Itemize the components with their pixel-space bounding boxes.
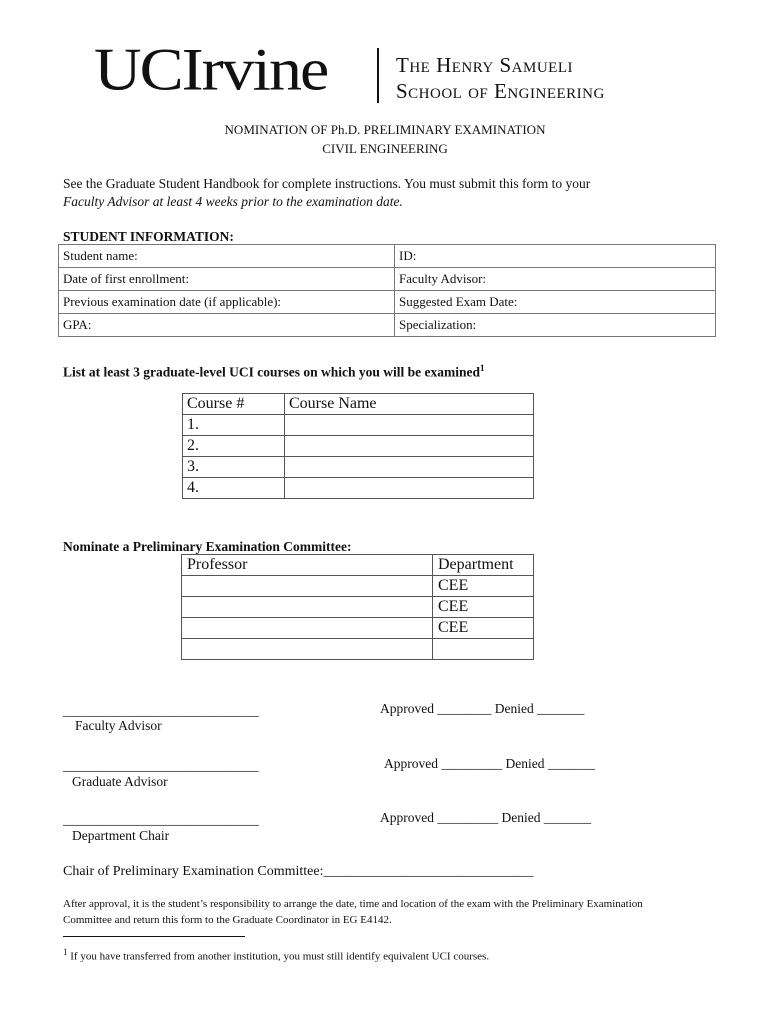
- professor-input[interactable]: [182, 597, 433, 618]
- graduate-advisor-approval[interactable]: Approved _________ Denied _______: [384, 756, 596, 771]
- footnote-text: If you have transferred from another institution, you must still identify equivalent UCI courses.: [67, 950, 490, 963]
- instructions: [63, 175, 713, 211]
- instructions-text: See the Graduate Student Handbook for complete instructions. You must submit this form to your: [63, 176, 591, 191]
- previous-exam-date-field[interactable]: Previous examination date (if applicable):: [59, 291, 395, 314]
- table-row: [182, 576, 534, 597]
- school-line-2: School of Engineering: [396, 79, 605, 103]
- faculty-advisor-signature-line[interactable]: _____________________________: [63, 703, 259, 718]
- course-number-cell: 3.: [183, 457, 285, 478]
- professor-header: Professor: [182, 555, 433, 576]
- table-row: [182, 597, 534, 618]
- department-cell: [433, 639, 534, 660]
- professor-input[interactable]: [182, 618, 433, 639]
- student-info-heading: STUDENT INFORMATION:: [63, 229, 234, 244]
- suggested-exam-date-field[interactable]: Suggested Exam Date:: [395, 291, 716, 314]
- course-name-header: Course Name: [285, 394, 534, 415]
- logo-divider: [377, 48, 379, 103]
- table-row: [183, 415, 534, 436]
- table-header-row: [183, 394, 534, 415]
- form-title: NOMINATION OF Ph.D. PRELIMINARY EXAMINATION: [224, 122, 546, 137]
- course-number-header: Course #: [183, 394, 285, 415]
- table-row: [59, 314, 716, 337]
- student-info-table: [58, 244, 716, 337]
- table-row: [183, 478, 534, 499]
- footnote-number: 1: [63, 947, 68, 957]
- after-approval-note: After approval, it is the student’s responsibility to arrange the date, time and location of the exam with the Preliminary Examination Committee and return this form to the Graduate Coordinator in EG E4142.: [63, 898, 643, 926]
- department-cell: CEE: [433, 597, 534, 618]
- committee-table: [181, 554, 534, 660]
- student-name-field[interactable]: Student name:: [59, 245, 395, 268]
- department-cell: CEE: [433, 618, 534, 639]
- department-header: Department: [433, 555, 534, 576]
- course-name-input[interactable]: [285, 436, 534, 457]
- table-header-row: [182, 555, 534, 576]
- table-row: [183, 457, 534, 478]
- department-cell: CEE: [433, 576, 534, 597]
- course-number-cell: 4.: [183, 478, 285, 499]
- table-row: [59, 268, 716, 291]
- table-row: [182, 639, 534, 660]
- course-name-input[interactable]: [285, 415, 534, 436]
- table-row: [59, 291, 716, 314]
- professor-input[interactable]: [182, 576, 433, 597]
- courses-table: [182, 393, 534, 499]
- department-chair-label: Department Chair: [72, 828, 170, 843]
- graduate-advisor-label: Graduate Advisor: [72, 774, 168, 789]
- committee-chair-line[interactable]: Chair of Preliminary Examination Committee:______________________________: [63, 864, 534, 879]
- department-chair-signature-line[interactable]: _____________________________: [63, 812, 259, 827]
- courses-heading-text: List at least 3 graduate-level UCI courses on which you will be examined: [63, 364, 480, 380]
- table-row: [59, 245, 716, 268]
- form-subtitle: CIVIL ENGINEERING: [322, 141, 448, 156]
- courses-heading: [63, 359, 713, 382]
- gpa-field[interactable]: GPA:: [59, 314, 395, 337]
- department-chair-approval[interactable]: Approved _________ Denied _______: [380, 810, 592, 825]
- footnote-divider: [63, 936, 245, 937]
- graduate-advisor-signature-line[interactable]: _____________________________: [63, 758, 259, 773]
- table-row: [182, 618, 534, 639]
- id-field[interactable]: ID:: [395, 245, 716, 268]
- school-line-1: The Henry Samueli: [396, 53, 573, 77]
- school-name: [396, 52, 605, 104]
- course-number-cell: 1.: [183, 415, 285, 436]
- enrollment-date-field[interactable]: Date of first enrollment:: [59, 268, 395, 291]
- course-name-input[interactable]: [285, 457, 534, 478]
- committee-heading: Nominate a Preliminary Examination Committee:: [63, 539, 352, 554]
- uci-logo: UCIrvine: [94, 36, 328, 104]
- footnote: [63, 944, 703, 965]
- instructions-italic: Faculty Advisor at least 4 weeks prior to the examination date.: [63, 194, 403, 209]
- faculty-advisor-field[interactable]: Faculty Advisor:: [395, 268, 716, 291]
- professor-input[interactable]: [182, 639, 433, 660]
- specialization-field[interactable]: Specialization:: [395, 314, 716, 337]
- course-name-input[interactable]: [285, 478, 534, 499]
- faculty-advisor-label: Faculty Advisor: [75, 718, 162, 733]
- faculty-advisor-approval[interactable]: Approved ________ Denied _______: [380, 701, 585, 716]
- table-row: [183, 436, 534, 457]
- course-number-cell: 2.: [183, 436, 285, 457]
- footnote-marker: 1: [479, 363, 485, 373]
